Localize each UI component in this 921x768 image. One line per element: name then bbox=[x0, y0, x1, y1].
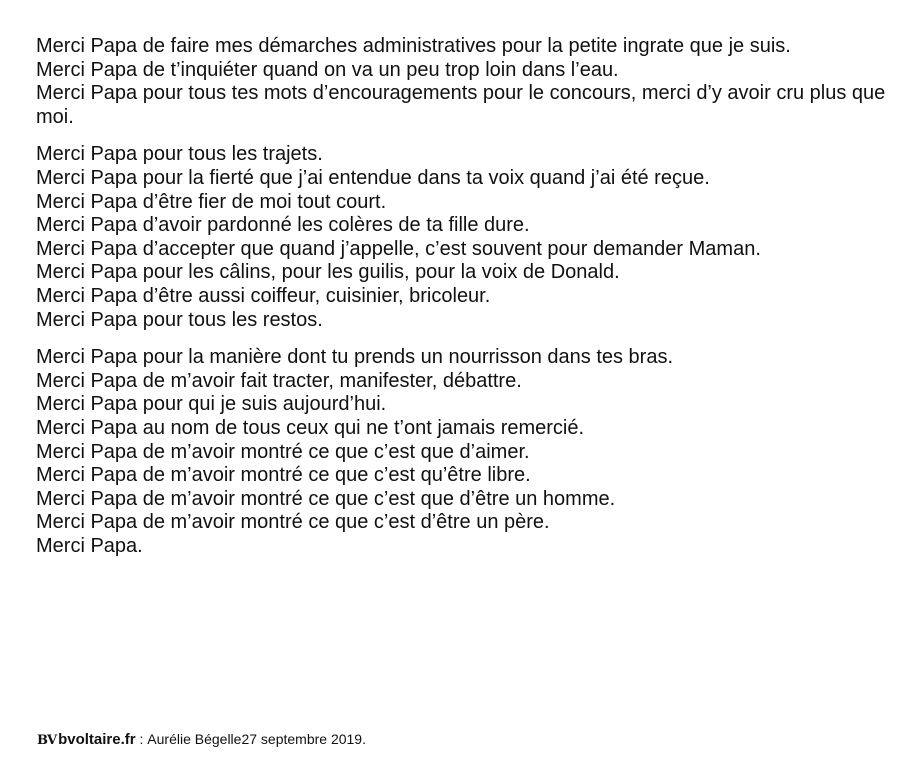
text-line: Merci Papa d’avoir pardonné les colères de ta fille dure. bbox=[36, 214, 530, 237]
source-date: 27 septembre 2019. bbox=[241, 731, 366, 747]
text-line: Merci Papa de m’avoir montré ce que c’est qu’être libre. bbox=[36, 464, 531, 487]
source-site: bvoltaire.fr bbox=[58, 731, 136, 748]
text-line: Merci Papa. bbox=[36, 534, 143, 557]
text-line: Merci Papa de m’avoir montré ce que c’est que d’être un homme. bbox=[36, 487, 616, 510]
text-line: Merci Papa de m’avoir montré ce que c’est que d’aimer. bbox=[36, 440, 530, 463]
document-body bbox=[36, 35, 896, 572]
text-line: Merci Papa pour tous tes mots d’encouragements pour le concours, merci d’y avoir cru plus que moi. bbox=[36, 82, 886, 128]
text-line: Merci Papa pour qui je suis aujourd’hui. bbox=[36, 393, 387, 416]
text-line: Merci Papa de t’inquiéter quand on va un peu trop loin dans l’eau. bbox=[36, 58, 619, 81]
stanza-2 bbox=[36, 143, 896, 332]
bv-logo-icon: BV bbox=[37, 733, 57, 748]
text-line: Merci Papa pour les câlins, pour les guilis, pour la voix de Donald. bbox=[36, 261, 620, 284]
text-line: Merci Papa pour la fierté que j’ai entendue dans ta voix quand j’ai été reçue. bbox=[36, 166, 710, 189]
text-line: Merci Papa de faire mes démarches administratives pour la petite ingrate que je suis. bbox=[36, 35, 791, 57]
stanza-1 bbox=[36, 35, 896, 129]
stanza-3 bbox=[36, 346, 896, 558]
text-line: Merci Papa d’accepter que quand j’appelle, c’est souvent pour demander Maman. bbox=[36, 237, 761, 260]
source-separator: : bbox=[135, 731, 148, 747]
text-line: Merci Papa pour tous les trajets. bbox=[36, 143, 323, 166]
text-line: Merci Papa d’être fier de moi tout court. bbox=[36, 190, 387, 213]
source-footer bbox=[37, 730, 366, 750]
text-line: Merci Papa au nom de tous ceux qui ne t’ont jamais remercié. bbox=[36, 416, 585, 439]
source-author: Aurélie Bégelle bbox=[147, 731, 242, 747]
text-line: Merci Papa pour la manière dont tu prends un nourrisson dans tes bras. bbox=[36, 346, 674, 369]
text-line: Merci Papa de m’avoir montré ce que c’est d’être un père. bbox=[36, 511, 550, 534]
text-line: Merci Papa pour tous les restos. bbox=[36, 308, 323, 331]
text-line: Merci Papa d’être aussi coiffeur, cuisinier, bricoleur. bbox=[36, 284, 491, 307]
text-line: Merci Papa de m’avoir fait tracter, manifester, débattre. bbox=[36, 369, 522, 392]
